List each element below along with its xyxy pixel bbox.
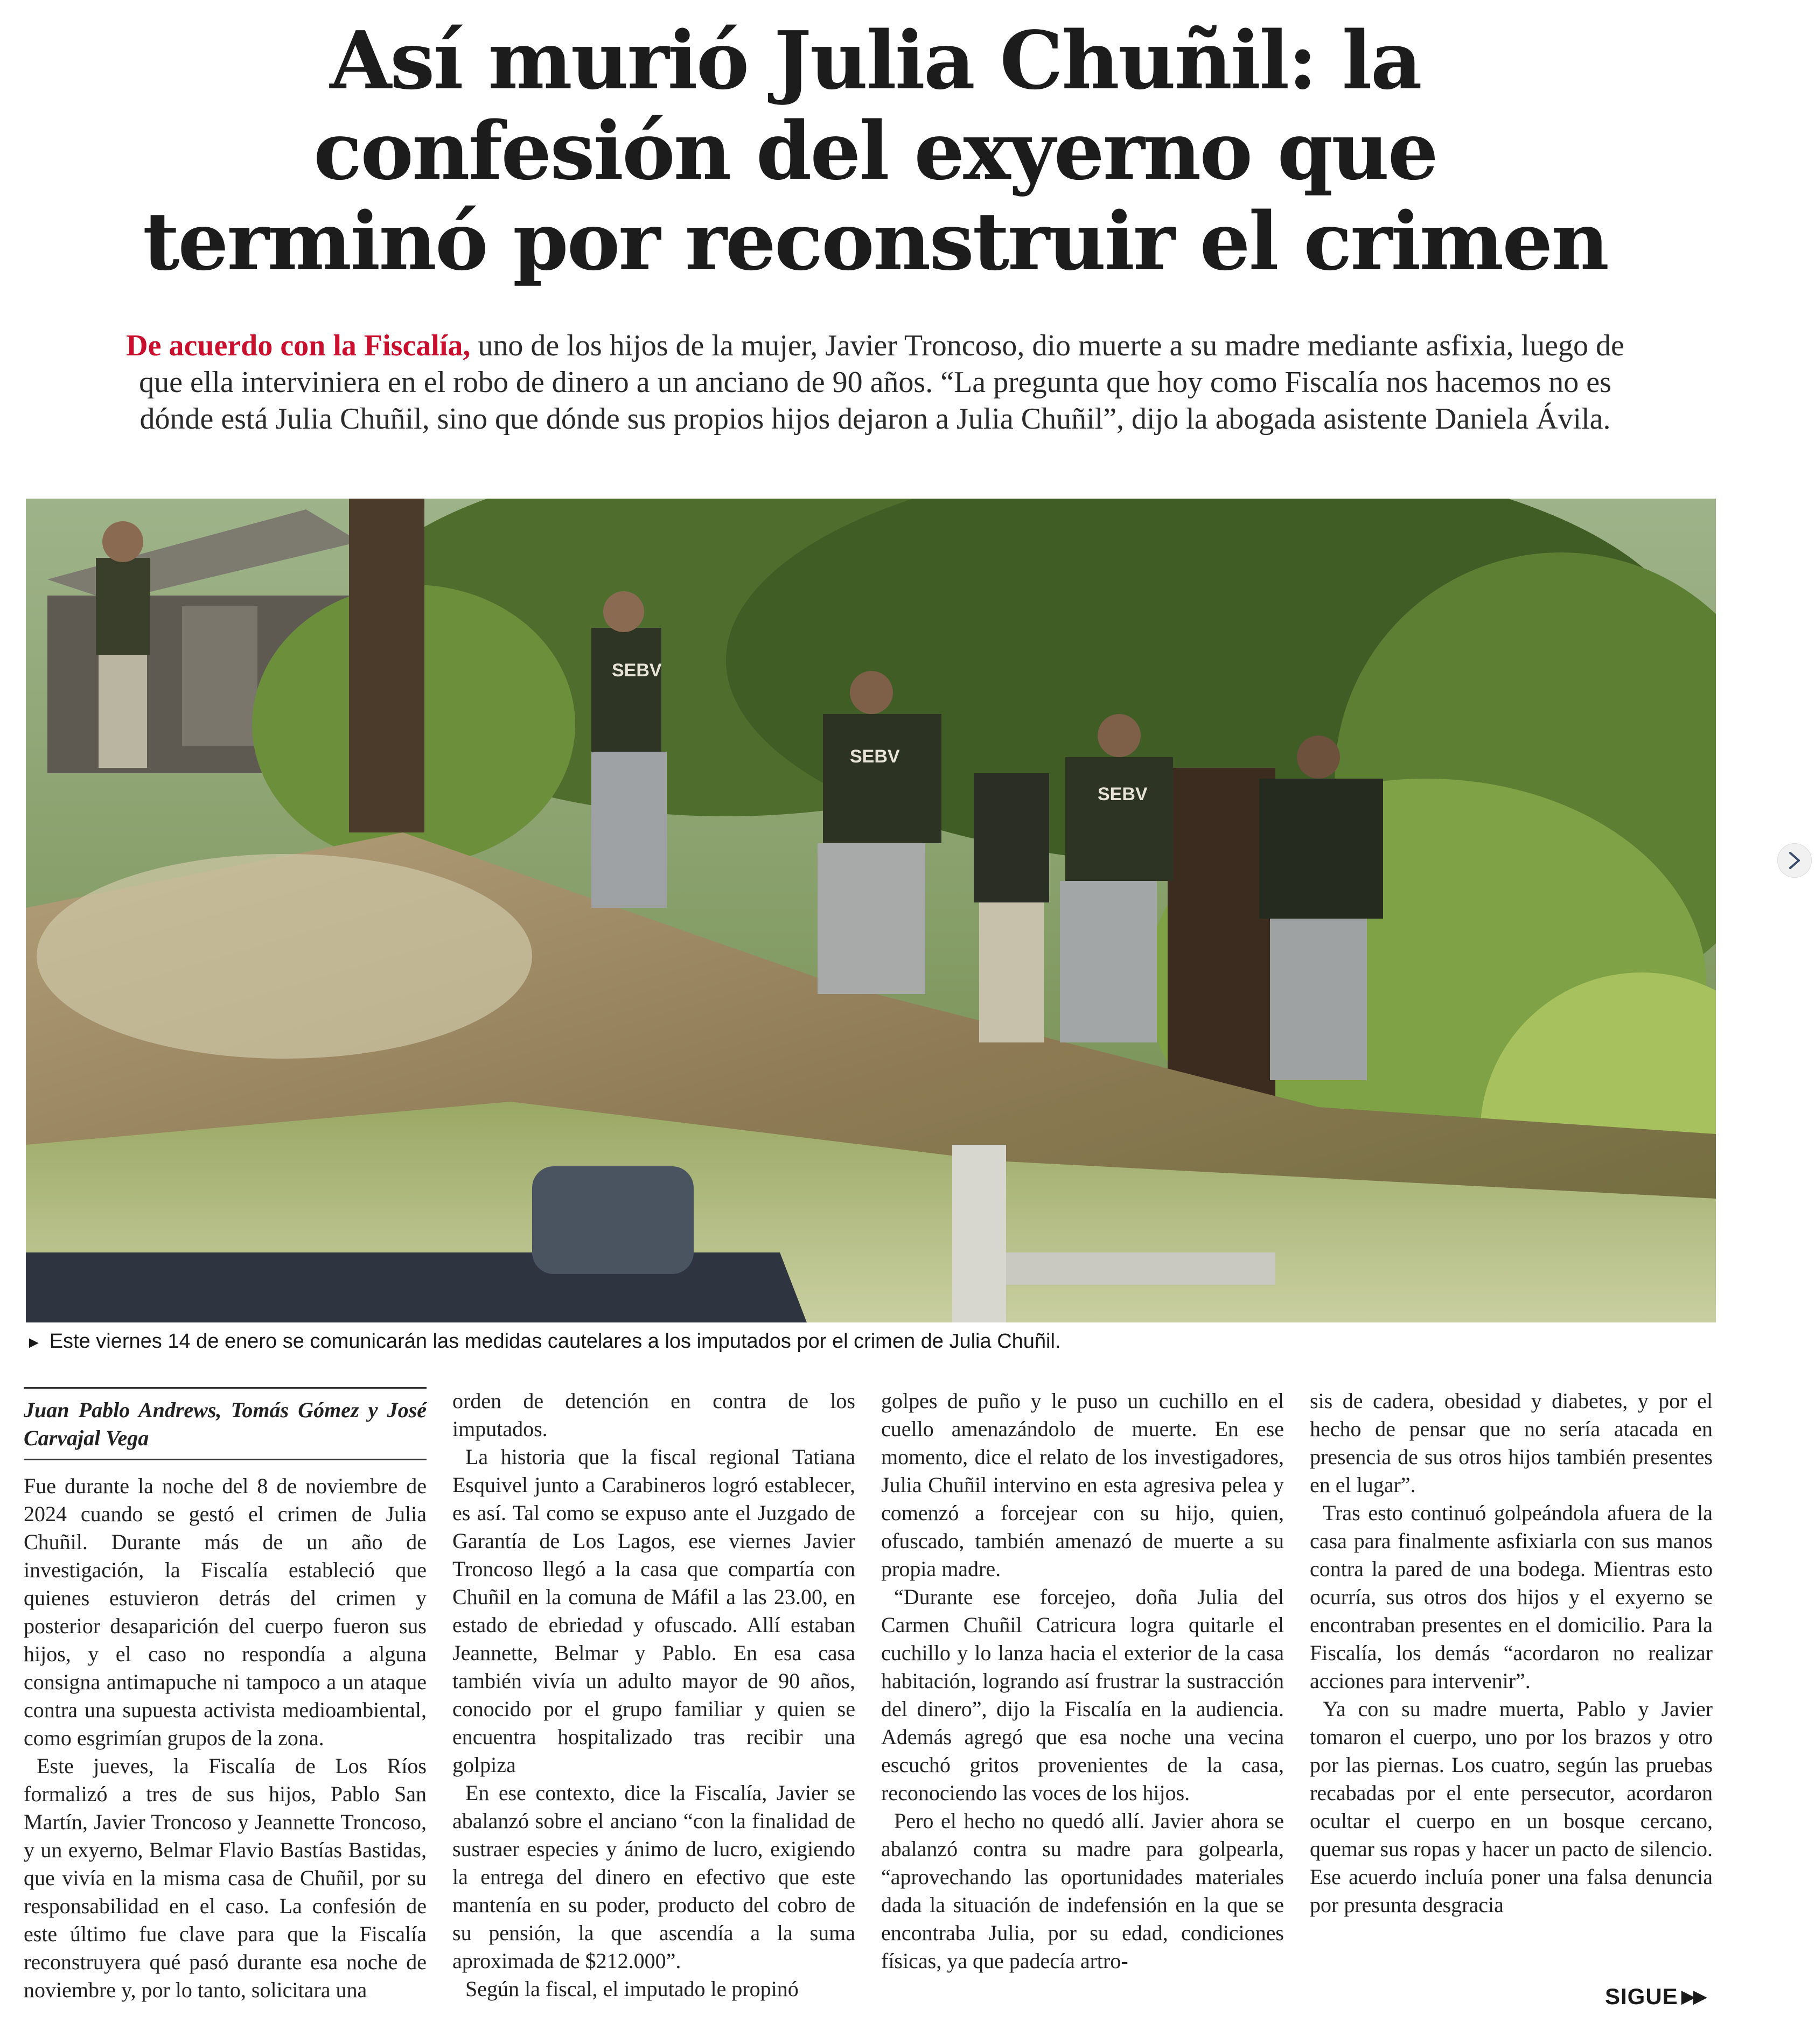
column-4-paragraph-2: Tras esto continuó golpeándola afuera de la casa para finalmente asfixiarla con sus manos contra la pared de una bodega. Mientras esto ocurría, sus otros dos hijos y el exyerno se encontraban presentes en el domicilio. Para la Fiscalía, los demás “acordaron no realizar acciones para intervenir”.	[1310, 1501, 1713, 1693]
column-4-paragraph-3: Ya con su madre muerta, Pablo y Javier tomaron el cuerpo, uno por los brazos y otro por las piernas. Los cuatro, según las pruebas recabadas por el ente persecutor, acordaron ocultar el cuerpo en un bosque cercano, quemar sus ropas y hacer un pacto de silencio. Ese acuerdo incluía poner una falsa denuncia por presunta desgracia	[1310, 1697, 1713, 1917]
column-1-paragraph-2: Este jueves, la Fiscalía de Los Ríos formalizó a tres de sus hijos, Pablo San Martín, Javier Troncoso y Jeannette Troncoso, y un exyerno, Belmar Flavio Bastías Bastidas, que vivía en la misma casa de Chuñil, por su responsabilidad en el caso. La confesión de este último fue clave para que la Fiscalía reconstruyera qué pasó durante esa noche de noviembre y, por lo tanto, solicitara una	[24, 1754, 427, 2002]
continue-label: SIGUE	[1605, 1984, 1678, 2009]
next-page-button[interactable]	[1777, 843, 1812, 878]
column-2-paragraph-4: Según la fiscal, el imputado le propinó	[465, 1977, 799, 2001]
column-3-paragraph-1: golpes de puño y le puso un cuchillo en el cuello amenazándolo de muerte. En ese momento, dice el relato de los investigadores, Julia Chuñil intervino en esta agresiva pelea y comenzó a forcejear con su hijo, quien, ofuscado, también amenazó de muerte a su propia madre.	[881, 1389, 1284, 1581]
article-column-2	[452, 1387, 855, 2003]
headline-line-2: confesión del exyerno que	[313, 104, 1437, 198]
column-3-paragraph-3: Pero el hecho no quedó allí. Javier ahora se abalanzó contra su madre para golpearla, “aprovechando las oportunidades materiales dada la situación de indefensión en la que se encontraba Julia, por su edad, condiciones físicas, ya que padecía artro-	[881, 1809, 1284, 1973]
vest-label-3: SEBV	[1098, 784, 1148, 804]
article-column-3	[881, 1387, 1284, 1975]
column-2-paragraph-1: orden de detención en contra de los imputados.	[452, 1389, 855, 1441]
article-deck	[38, 327, 1713, 437]
continue-link[interactable]	[1605, 1984, 1705, 2010]
column-4-paragraph-1: sis de cadera, obesidad y diabetes, y por el hecho de pensar que no sería atacada en presencia de sus otros hijos también presentes en el lugar”.	[1310, 1389, 1713, 1497]
column-2-paragraph-2: La historia que la fiscal regional Tatiana Esquivel junto a Carabineros logró establecer, es así. Tal como se expuso ante el Juzgado de Garantía de Los Lagos, ese viernes Javier Troncoso llegó a la casa que compartía con Chuñil en la comuna de Máfil a las 23.00, en estado de ebriedad y ofuscado. Allí estaban Jeannette, Belmar y Pablo. En esa casa también vivía un adulto mayor de 90 años, conocido por el grupo familiar y quien se encuentra hospitalizado tras recibir una golpiza	[452, 1445, 855, 1777]
deck-line-1: uno de los hijos de la mujer, Javier Troncoso, dio muerte a su madre mediante asfixia, luego de	[470, 329, 1624, 362]
article-headline	[65, 15, 1686, 286]
photo-scene	[26, 499, 1716, 1322]
column-2-paragraph-3: En ese contexto, dice la Fiscalía, Javier se abalanzó sobre el anciano “con la finalidad de sustraer especies y ánimo de lucro, exigiendo la entrega del dinero en efectivo que este mantenía en su poder, producto del cobro de su pensión, la que ascendía a la suma aproximada de $212.000”.	[452, 1781, 855, 1973]
article-byline: Juan Pablo Andrews, Tomás Gómez y José Carvajal Vega	[24, 1387, 427, 1460]
caption-arrow-icon: ►	[26, 1334, 42, 1352]
chevron-right-icon	[1787, 851, 1802, 870]
vest-label-1: SEBV	[612, 660, 662, 681]
article-column-4	[1310, 1387, 1713, 1919]
caption-text: Este viernes 14 de enero se comunicarán las medidas cautelares a los imputados por el crimen de Julia Chuñil.	[49, 1330, 1061, 1353]
column-1-paragraph-1: Fue durante la noche del 8 de noviembre de 2024 cuando se gestó el crimen de Julia Chuñil. Durante más de un año de investigación, la Fiscalía estableció que quienes estuvieron detrás del crimen y posterior desaparición del cuerpo fueron sus hijos, y el caso no respondía a alguna consigna antimapuche ni tampoco a un ataque contra una supuesta activista medioambiental, como esgrimían grupos de la zona.	[24, 1474, 427, 1750]
deck-kicker: De acuerdo con la Fiscalía,	[126, 329, 471, 362]
column-3-paragraph-2: “Durante ese forcejeo, doña Julia del Carmen Chuñil Catricura logra quitarle el cuchillo y lo lanza hacia el exterior de la casa habitación, logrando así frustrar la sustracción del dinero”, dijo la Fiscalía en la audiencia. Además agregó que esa noche una vecina escuchó gritos provenientes de la casa, reconociendo las voces de los hijos.	[881, 1585, 1284, 1805]
article-column-1	[24, 1387, 427, 2004]
deck-line-3: dónde está Julia Chuñil, sino que dónde sus propios hijos dejaron a Julia Chuñil”, dijo la abogada asistente Daniela Ávila.	[139, 402, 1611, 436]
double-arrow-icon: ▶▶	[1681, 1986, 1705, 2007]
deck-line-2: que ella interviniera en el robo de dinero a un anciano de 90 años. “La pregunta que hoy como Fiscalía nos hacemos no es	[139, 366, 1611, 399]
photo-caption	[26, 1328, 1716, 1356]
headline-line-1: Así murió Julia Chuñil: la	[330, 13, 1421, 107]
headline-line-3: terminó por reconstruir el crimen	[142, 194, 1608, 288]
vest-label-2: SEBV	[850, 746, 900, 767]
article-photo	[26, 499, 1716, 1322]
